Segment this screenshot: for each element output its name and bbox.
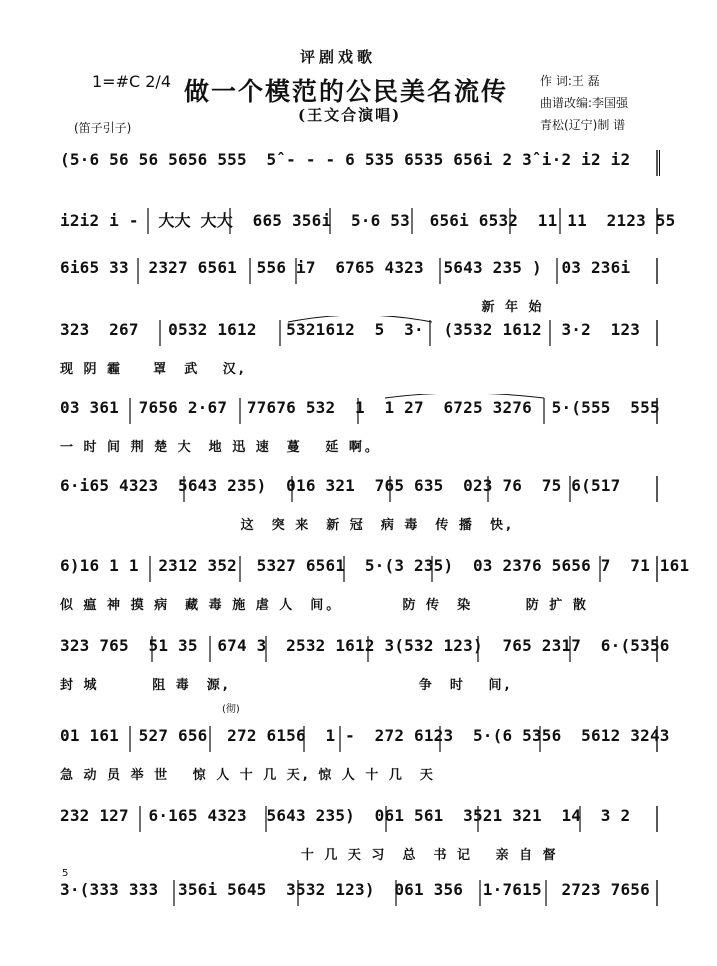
notation-line: 323 267 0532 1612 5321612 5 3· (3532 1612 3·2 123 — [60, 320, 641, 339]
notation-line: 6)16 1 1 2312 352 5327 6561 5·(3 235) 03 2376 5656 7 71 161 — [60, 556, 690, 575]
performer-subtitle: (王文合演唱) — [298, 106, 402, 124]
notation-line: 6·i65 4323 5643 235) 016 321 765 635 023 76 75 6(517 — [60, 476, 621, 495]
notation-line: (5·6 56 56 5656 555 5̂ - - - 6 535 6535 656i 2 3̂ i·2 i2 i2 — [60, 150, 631, 169]
engraver-credit: 青松(辽宁)制 谱 — [540, 118, 626, 132]
lyric-line: 现 阴 霾 罩 武 汉, — [60, 362, 247, 377]
key-time-signature: 1=#C 2/4 — [92, 72, 171, 91]
arranger-credit: 曲谱改编:李国强 — [540, 96, 629, 110]
page-mark: 5 — [62, 868, 69, 879]
score-system-8 — [60, 636, 670, 722]
score-system-6 — [60, 476, 660, 562]
lyric-line — [60, 918, 660, 940]
notation-line: 03 361 7656 2·67 77676 532 1 1 27 6725 3276 5·(555 555 — [60, 398, 660, 417]
intro-marking: (笛子引子) — [74, 121, 132, 135]
lyric-line: 新 年 始 — [60, 300, 545, 315]
tempo-mark: (彻) — [222, 704, 240, 715]
genre-label: 评剧戏歌 — [300, 48, 377, 66]
lyricist-credit: 作 词:王 磊 — [540, 74, 600, 88]
notation-line: i2i2 i - 大大 大大 665 356i 5·6 53 656i 6532 11 11 2123 55 — [60, 211, 676, 230]
score-system-11 — [60, 880, 660, 966]
lyric-line: 十 几 天 习 总 书 记 亲 自 督 — [60, 848, 559, 863]
score-system-9 — [60, 726, 670, 812]
notation-line: 01 161 527 656 272 6156 1 - 272 6123 5·(6 5356 5612 3243 — [60, 726, 670, 745]
lyric-line: 急 动 员 举 世 惊 人 十 几 天, 惊 人 十 几 天 — [60, 768, 436, 783]
notation-line: 232 127 6·165 4323 5643 235) 061 561 3521 321 14 3 2 — [60, 806, 631, 825]
lyric-line: 一 时 间 荆 楚 大 地 迅 速 蔓 延 啊。 — [60, 440, 381, 455]
song-title: 做一个模范的公民美名流传 — [184, 77, 509, 106]
score-system-7 — [60, 556, 690, 642]
lyric-line: 这 突 来 新 冠 病 毒 传 播 快, — [60, 518, 514, 533]
lyric-line: 似 瘟 神 摸 病 藏 毒 施 虐 人 间。 防 传 染 防 扩 散 — [60, 598, 589, 613]
lyric-line: 封 城 阻 毒 源, 争 时 间, — [60, 678, 513, 693]
notation-line: 3·(333 333 356i 5645 3532 123) 061 356 1·7615 2723 7656 — [60, 880, 650, 899]
notation-line: 323 765 51 35 674 3 2532 1612 3(532 123) 765 2317 6·(5356 — [60, 636, 670, 655]
notation-line: 6i65 33 2327 6561 556 i7 6765 4323 5643 235 ) 03 236i — [60, 258, 631, 277]
